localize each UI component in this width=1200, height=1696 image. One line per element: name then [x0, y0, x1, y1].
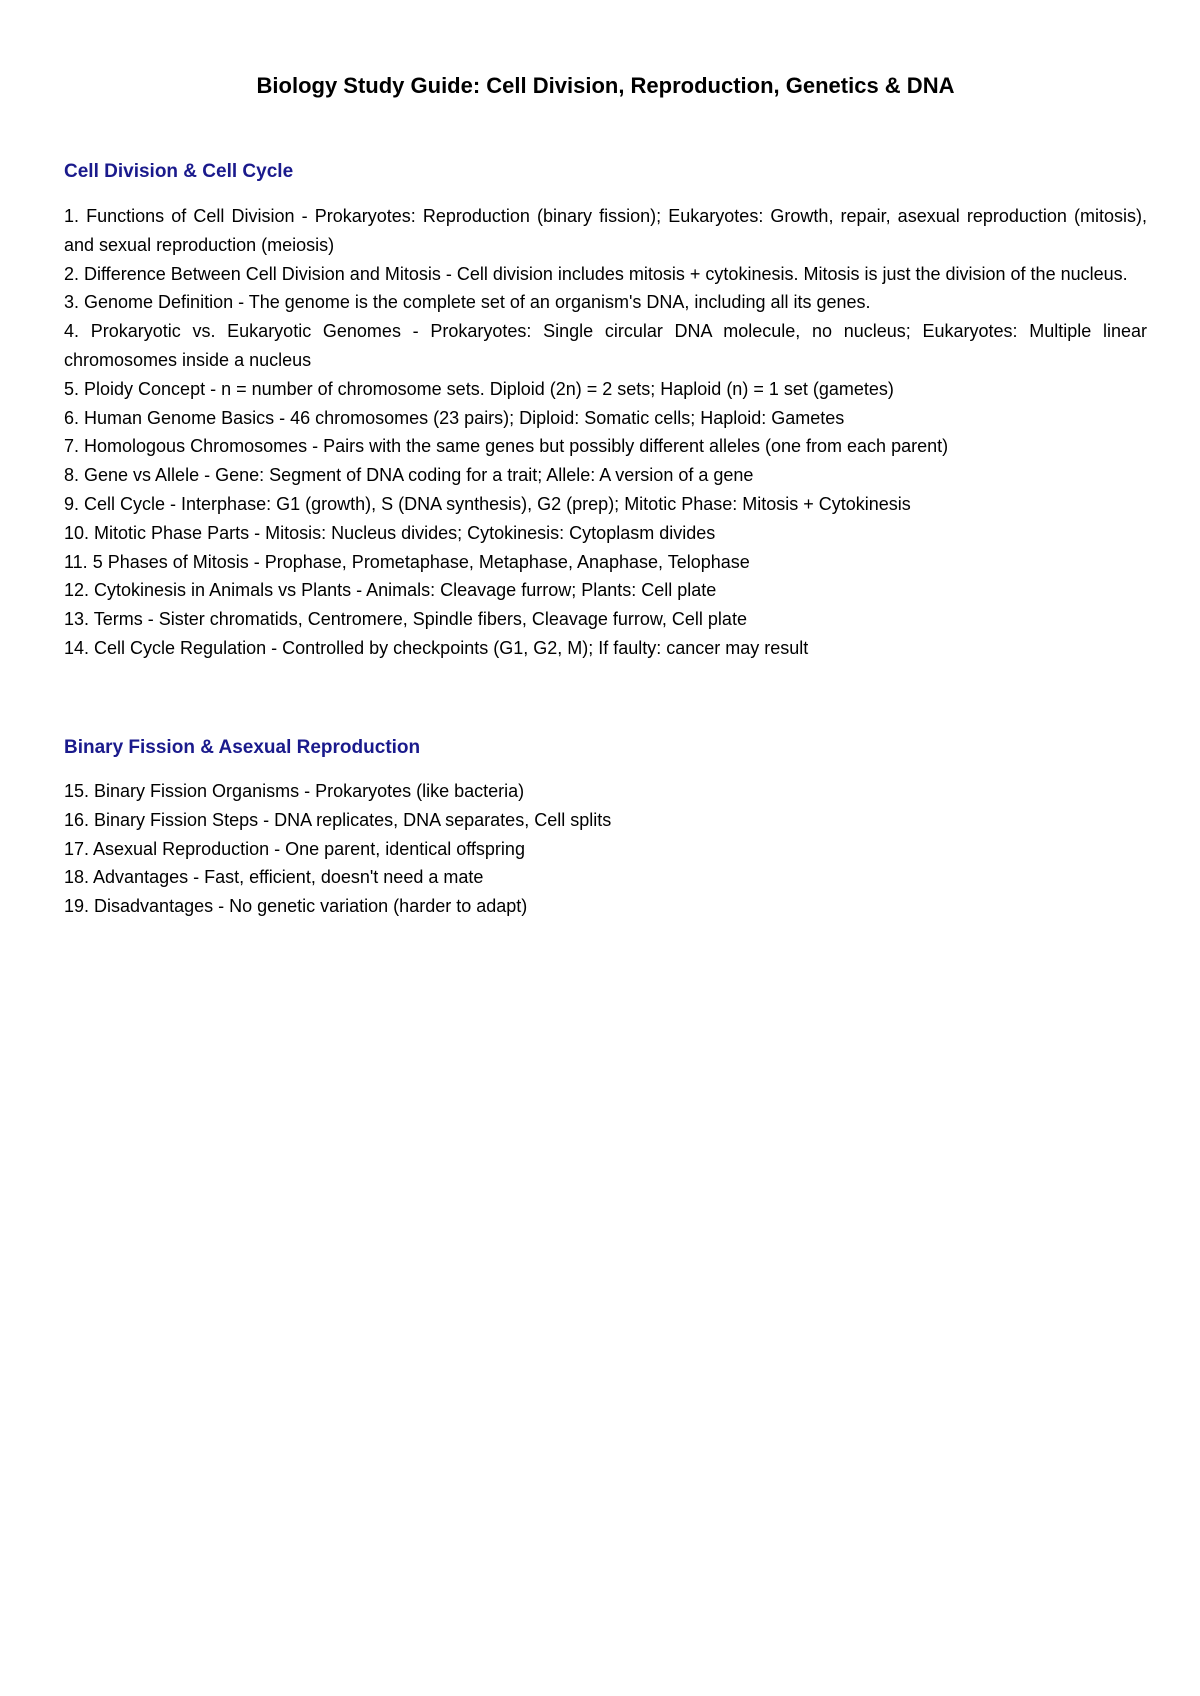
list-item: 19. Disadvantages - No genetic variation (harder to adapt) — [64, 896, 528, 917]
list-item: 2. Difference Between Cell Division and Mitosis - Cell division includes mitosis + cytokinesis. Mitosis is just the division of the nucleus. — [64, 263, 1128, 284]
section-list-binary-fission — [64, 777, 1147, 921]
list-item: 15. Binary Fission Organisms - Prokaryotes (like bacteria) — [64, 781, 525, 801]
list-item: 12. Cytokinesis in Animals vs Plants - Animals: Cleavage furrow; Plants: Cell plate — [64, 580, 717, 601]
section-list-cell-division — [64, 202, 1147, 663]
list-item: 13. Terms - Sister chromatids, Centromere, Spindle fibers, Cleavage furrow, Cell plate — [64, 609, 747, 630]
list-item: 18. Advantages - Fast, efficient, doesn't need a mate — [64, 867, 484, 888]
list-item: 3. Genome Definition - The genome is the complete set of an organism's DNA, including all its genes. — [64, 292, 871, 313]
section-heading-binary-fission: Binary Fission & Asexual Reproduction — [64, 737, 421, 758]
list-item: 6. Human Genome Basics - 46 chromosomes (23 pairs); Diploid: Somatic cells; Haploid: Gametes — [64, 407, 845, 428]
list-item: 5. Ploidy Concept - n = number of chromosome sets. Diploid (2n) = 2 sets; Haploid (n) = 1 set (gametes) — [64, 378, 894, 399]
section-heading-cell-division: Cell Division & Cell Cycle — [64, 161, 294, 182]
list-item: 7. Homologous Chromosomes - Pairs with the same genes but possibly different alleles (one from each parent) — [64, 436, 949, 457]
list-item: 11. 5 Phases of Mitosis - Prophase, Prometaphase, Metaphase, Anaphase, Telophase — [64, 551, 750, 572]
list-item: 17. Asexual Reproduction - One parent, identical offspring — [64, 838, 525, 859]
list-item: 14. Cell Cycle Regulation - Controlled by checkpoints (G1, G2, M); If faulty: cancer may result — [64, 637, 809, 658]
list-item: 16. Binary Fission Steps - DNA replicates, DNA separates, Cell splits — [64, 809, 612, 830]
list-item: 8. Gene vs Allele - Gene: Segment of DNA coding for a trait; Allele: A version of a gene — [64, 465, 754, 486]
list-item: 9. Cell Cycle - Interphase: G1 (growth), S (DNA synthesis), G2 (prep); Mitotic Phase: Mitosis + Cytokinesis — [64, 493, 911, 514]
document-title: Biology Study Guide: Cell Division, Reproduction, Genetics & DNA — [256, 73, 955, 98]
list-item: 1. Functions of Cell Division - Prokaryotes: Reproduction (binary fission); Eukaryotes: Growth, repair, asexual reproduction (mitosis), and sexual reproduction (meiosis) — [64, 206, 1147, 255]
list-item: 4. Prokaryotic vs. Eukaryotic Genomes - Prokaryotes: Single circular DNA molecule, no nucleus; Eukaryotes: Multiple linear chromosomes inside a nucleus — [64, 321, 1147, 370]
list-item: 10. Mitotic Phase Parts - Mitosis: Nucleus divides; Cytokinesis: Cytoplasm divides — [64, 522, 716, 543]
